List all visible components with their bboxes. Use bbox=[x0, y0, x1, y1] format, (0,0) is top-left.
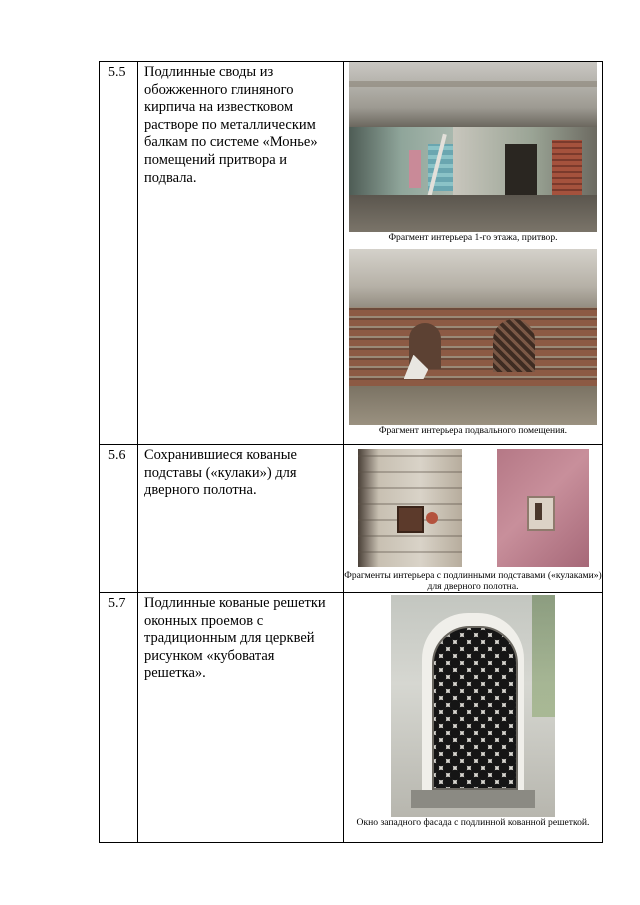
door-bracket-photos bbox=[344, 449, 602, 567]
table-row bbox=[100, 445, 603, 593]
description-cell bbox=[138, 445, 344, 593]
photo-caption: Фрагмент интерьера подвального помещения. bbox=[378, 425, 568, 436]
window-grille-photo bbox=[391, 595, 555, 817]
image-cell bbox=[344, 62, 603, 445]
image-cell bbox=[344, 445, 603, 593]
row-number: 5.5 bbox=[108, 65, 126, 80]
stone-wall-bracket-photo bbox=[358, 449, 462, 567]
row-number-cell bbox=[100, 593, 138, 843]
row-description: Сохранившиеся кованые подставы («кулаки») для дверного полотна. bbox=[144, 447, 297, 499]
basement-interior-photo bbox=[349, 249, 597, 425]
table-row bbox=[100, 62, 603, 445]
photo-caption: Фрагмент интерьера 1-го этажа, притвор. bbox=[388, 232, 558, 243]
row-description: Подлинные своды из обожженного глиняного кирпича на известковом растворе по металлическим балкам по системе «Монье» помещений притвора и подвала. bbox=[144, 64, 318, 186]
pink-wall-bracket-photo bbox=[497, 449, 589, 567]
description-cell bbox=[138, 593, 344, 843]
image-cell bbox=[344, 593, 603, 843]
photo-caption: Фрагменты интерьера с подлинными подставами («кулаками») для дверного полотна. bbox=[344, 570, 602, 592]
table-row bbox=[100, 593, 603, 843]
row-number-cell bbox=[100, 445, 138, 593]
row-number: 5.6 bbox=[108, 448, 126, 463]
row-number-cell bbox=[100, 62, 138, 445]
row-number: 5.7 bbox=[108, 596, 126, 611]
description-cell bbox=[138, 62, 344, 445]
vestibule-interior-photo bbox=[349, 62, 597, 232]
row-description: Подлинные кованые решетки оконных проемов с традиционным для церквей рисунком «кубоватая решетка». bbox=[144, 595, 326, 682]
heritage-elements-table bbox=[99, 61, 603, 843]
photo-caption: Окно западного фасада с подлинной кованной решеткой. bbox=[356, 817, 590, 828]
